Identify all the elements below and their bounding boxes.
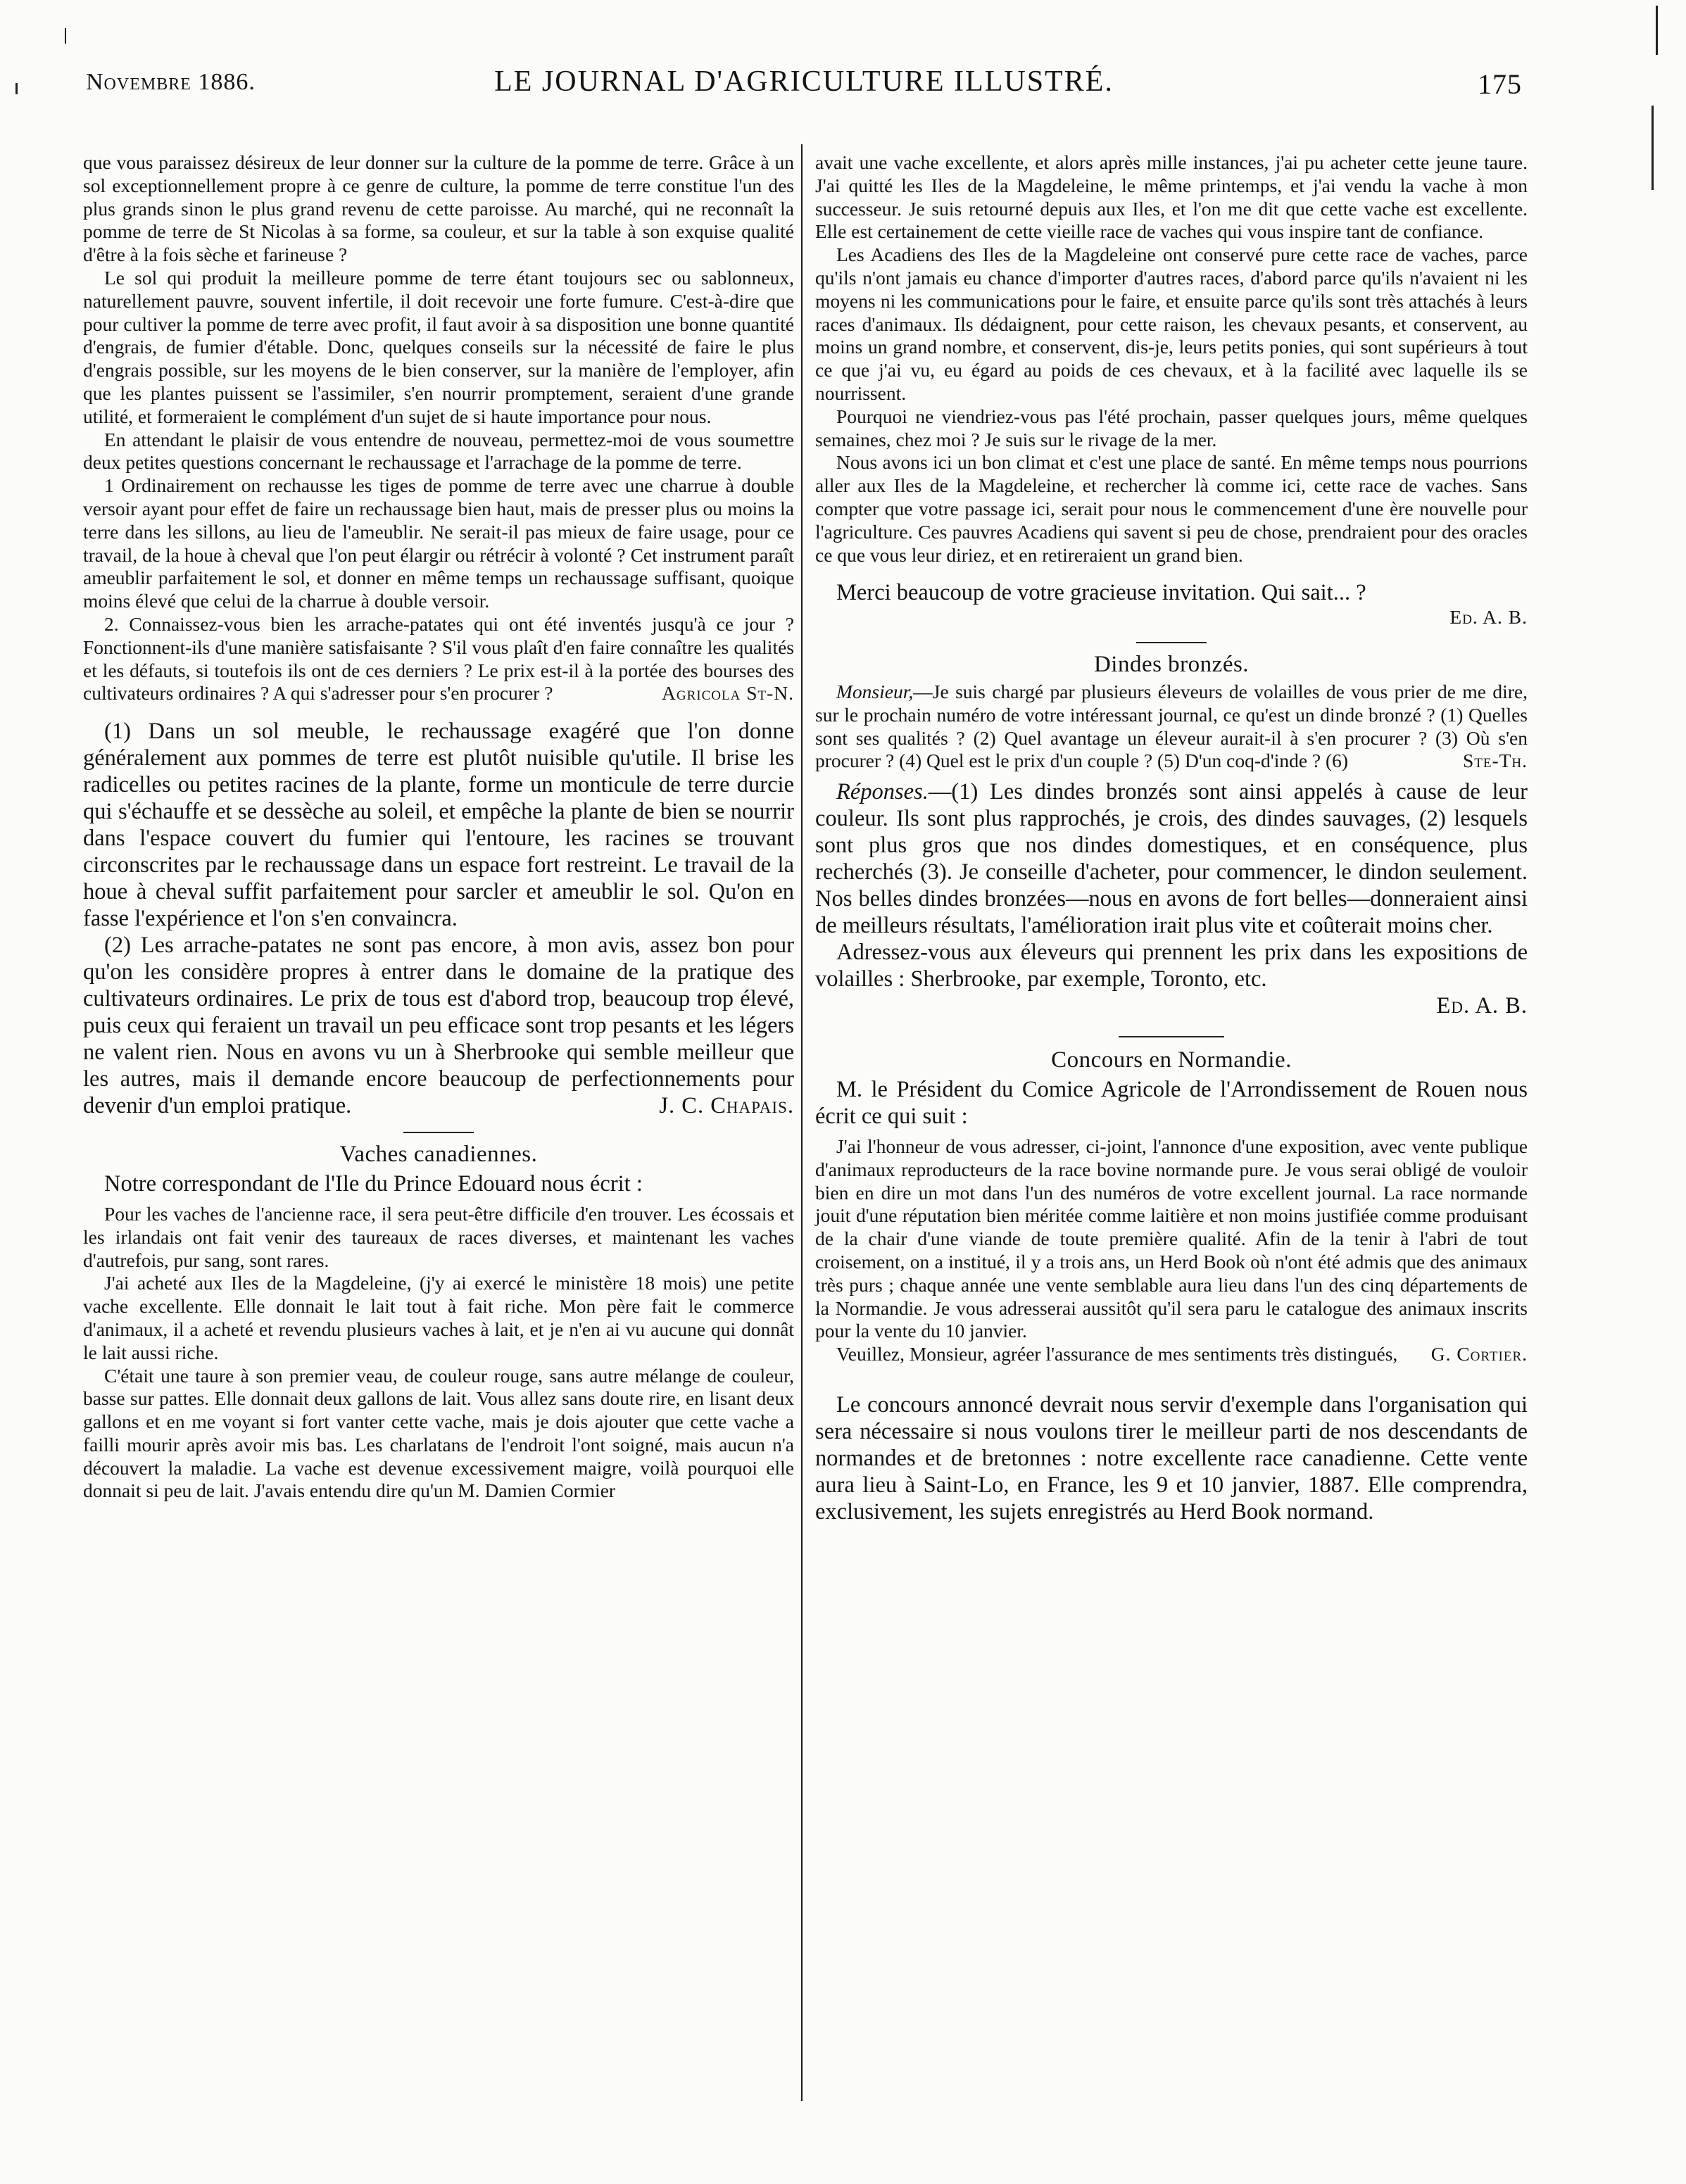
answer-paragraph bbox=[83, 932, 794, 1119]
editor-signature: Ed. A. B. bbox=[1449, 606, 1528, 629]
salutation: Monsieur, bbox=[836, 680, 914, 702]
answer-paragraph-text: (2) Les arrache-patates ne sont pas encore, à mon avis, assez bon pour qu'on les considère propres à entrer dans le domaine de la pratique des cultivateurs ordinaires. Le prix de tous est d'abord trop, beaucoup trop élevé, puis ceux qui feraient un travail un peu efficace sont trop pesants et les légers ne valent rien. Nous en avons vu un à Sherbrooke qui semble meilleur que les autres, mais il demande encore beaucoup de perfectionnements pour devenir d'un emploi pratique. bbox=[83, 933, 794, 1119]
editor-reply: Merci beaucoup de votre gracieuse invitation. Qui sait... ? bbox=[836, 580, 1366, 606]
concours-closing bbox=[815, 1343, 1528, 1366]
spacer bbox=[815, 1366, 1528, 1379]
spacer bbox=[83, 705, 794, 718]
concours-intro: M. le Président du Comice Agricole de l'Arrondissement de Rouen nous écrit ce qui suit : bbox=[815, 1076, 1528, 1129]
section-rule bbox=[403, 1132, 474, 1133]
spacer bbox=[815, 567, 1528, 579]
reponses-label: Réponses. bbox=[836, 779, 929, 805]
concours-letter: J'ai l'honneur de vous adresser, ci-joint, l'annonce d'une exposition, avec vente publique d'animaux reproducteurs de la race bovine normande pure. Je vous serai obligé de vouloir bien en dire un mot dans l'un des numéros de votre excellent journal. La race normande jouit d'une réputation bien méritée comme laitière et non moins justifiée comme produisant de la chair d'une viande de toute première qualité. Afin de la tenir à l'abri de tout croisement, on a institué, il y a trois ans, un Herd Book où n'ont été admis que des animaux très purs ; chaque année une vente semblable aura lieu dans l'un des cinq départements de la Normandie. Je vous adresserai aussitôt qu'il sera paru le catalogue des animaux inscrits pour la vente du 10 janvier. bbox=[815, 1135, 1528, 1342]
answers-block bbox=[83, 718, 794, 1119]
section-title-vaches: Vaches canadiennes. bbox=[339, 1142, 538, 1168]
letter-paragraph bbox=[83, 613, 794, 705]
spacer bbox=[815, 1379, 1528, 1391]
answers-signature: J. C. Chapais. bbox=[659, 1093, 794, 1119]
section-intro: Notre correspondant de l'Ile du Prince Edouard nous écrit : bbox=[104, 1170, 643, 1197]
closing-text: Veuillez, Monsieur, agréer l'assurance de mes sentiments très distingués, bbox=[836, 1343, 1398, 1365]
left-column bbox=[83, 151, 794, 1503]
dindes-reponses bbox=[815, 778, 1528, 939]
dindes-adressez: Adressez-vous aux éleveurs qui prennent les prix dans les expositions de volailles : Sherbrooke, par exemple, Toronto, etc. bbox=[815, 940, 1528, 992]
concours-comment: Le concours annoncé devrait nous servir d'exemple dans l'organisation qui sera nécessaire si nous voulons tirer le meilleur parti de nos descendants de normandes et de bretonnes : notre excellente race canadienne. Cette vente aura lieu à Saint-Lo, en France, les 9 et 10 janvier, 1887. Elle comprendra, exclusivement, les sujets enregistrés au Herd Book normand. bbox=[815, 1391, 1528, 1525]
dindes-letter bbox=[815, 681, 1528, 773]
letter-paragraph: En attendant le plaisir de vous entendre de nouveau, permettez-moi de vous soumettre deux petites questions concernant le rechaussage et l'arrachage de la pomme de terre. bbox=[83, 428, 794, 474]
spacer bbox=[815, 1130, 1528, 1135]
right-column bbox=[815, 151, 1528, 1525]
section-title-concours: Concours en Normandie. bbox=[1051, 1047, 1292, 1073]
scan-mark-right-2 bbox=[1652, 106, 1654, 190]
vaches-paragraph: avait une vache excellente, et alors après mille instances, j'ai pu acheter cette jeune taure. J'ai quitté les Iles de la Magdeleine, le même printemps, et j'ai vendu la vache à mon successeur. Je suis retourné depuis aux Iles, et l'on me dit que cette vache est excellente. Elle est certainement de cette vieille race de vaches qui vous inspire tant de confiance. bbox=[815, 151, 1528, 243]
page-number: 175 bbox=[1478, 68, 1522, 100]
section-rule bbox=[1136, 642, 1207, 643]
dindes-letter-text: —Je suis chargé par plusieurs éleveurs de volailles de vous prier de me dire, sur le prochain numéro de votre intéressant journal, ce qu'est un dinde bronzé ? (1) Quelles sont ses qualités ? (2) Quel avantage un éleveur aurait-il à s'en procurer ? (3) Où s'en procurer ? (4) Quel est le prix d'un couple ? (5) D'un coq-d'inde ? (6) bbox=[815, 680, 1528, 772]
vaches-paragraph: Nous avons ici un bon climat et c'est une place de santé. En même temps nous pourrions aller aux Iles de la Magdeleine, et rechercher là comme ici, cette race de vaches. Sans compter que votre passage ici, serait pour nous le commencement d'une ère nouvelle pour l'agriculture. Ces pauvres Acadiens qui savent si peu de chose, prendraient pour des oracles ce que vous leur diriez, et en retireraient un grand bien. bbox=[815, 451, 1528, 566]
vaches-paragraph: Les Acadiens des Iles de la Magdeleine ont conservé pure cette race de vaches, parce qu'ils n'ont jamais eu chance d'importer d'autres races, d'abord parce qu'ils n'avaient ni les moyens ni les communications pour le faire, et ensuite parce qu'ils sont très attachés à leurs races d'animaux. Ils dédaignent, pour cette raison, les chevaux pesants, et conservent, au moins un grand nombre, et conservent, dis-je, leurs petits ponies, qui sont supérieurs à tout ce que j'ai vu, eu égard au poids de ces chevaux, et à la facilité avec laquelle ils se nourrissent. bbox=[815, 244, 1528, 404]
letter-signature: Agricola St-N. bbox=[662, 682, 794, 705]
scan-mark-left bbox=[65, 28, 66, 44]
scan-mark-left-2 bbox=[15, 83, 18, 94]
reponses-text: —(1) Les dindes bronzés sont ainsi appelés à cause de leur couleur. Ils sont plus rapprochés, je crois, des dindes sauvages, (2) lesquels sont plus gros que nos dindes domestiques, et en conséquence, plus recherchés (3). Je conseille d'acheter, pour commencer, le dindon seulement. Nos belles dindes bronzées—nous en avons de fort belles—donneraient ainsi de meilleurs résultats, l'amélioration irait plus vite et coûterait moins cher. bbox=[815, 779, 1528, 939]
dindes-signature: Ed. A. B. bbox=[1436, 993, 1528, 1019]
section-rule bbox=[1119, 1036, 1224, 1037]
vaches-paragraph: J'ai acheté aux Iles de la Magdeleine, (j'y ai exercé le ministère 18 mois) une petite vache excellente. Elle donnait le lait tout à fait riche. Mon père fait le commerce d'animaux, il a acheté et revendu plusieurs vaches à lait, et je n'en ai vu aucune qui donnât le lait aussi riche. bbox=[83, 1272, 794, 1363]
spacer bbox=[83, 1197, 794, 1203]
vaches-paragraph: C'était une taure à son premier veau, de couleur rouge, sans autre mélange de couleur, basse sur pattes. Elle donnait deux gallons de lait. Vous allez sans doute rire, en lisant deux gallons et en me voyant si fort vanter cette vache, mais je dois ajouter que cette vache a failli mourir après avoir mis bas. Les charlatans de l'endroit l'ont soigné, mais aucun n'a découvert la maladie. La vache est devenue excessivement maigre, voilà pourquoi elle donnait si peu de lait. J'avais entendu dire qu'un M. Damien Cormier bbox=[83, 1364, 794, 1502]
letter-paragraph: 1 Ordinairement on rechausse les tiges de pomme de terre avec une charrue à double versoir ayant pour effet de faire un rechaussage bien haut, mais de presser plus ou moins la terre dans les sillons, au lieu de l'ameublir. Ne serait-il pas mieux de faire usage, pour ce travail, de la houe à cheval que l'on peut élargir ou rétrécir à volonté ? Cet instrument paraît ameublir parfaitement le sol, et donner en même temps un rechaussage suffisant, quoique moins élevé que celui de la charrue à double versoir. bbox=[83, 474, 794, 612]
scan-mark-right bbox=[1656, 6, 1658, 55]
vaches-paragraph: Pour les vaches de l'ancienne race, il sera peut-être difficile d'en trouver. Les écossais et les irlandais ont fait venir des taureaux de races diverses, et maintenant les vaches d'autrefois, pur sang, sont rares. bbox=[83, 1202, 794, 1271]
page-header bbox=[86, 62, 1522, 107]
dindes-answers bbox=[815, 778, 1528, 1019]
dindes-letter-signature: Ste-Th. bbox=[1462, 750, 1528, 772]
spacer bbox=[815, 773, 1528, 778]
answer-paragraph: (1) Dans un sol meuble, le rechaussage exagéré que l'on donne généralement aux pommes de terre est plutôt nuisible qu'utile. Il brise les radicelles ou petites racines de la plante, forme un monticule de terre durcie qui s'échauffe et se dessèche au soleil, et empêche la plante de bien se nourrir dans l'espace couvert du fumier qui l'entoure, les racines se trouvant circonscrites par le rechaussage dans un espace fort restreint. Le travail de la houe à cheval suffit parfaitement pour sarcler et ameublir le sol. Qu'on en fasse l'expérience et l'on s'en convaincra. bbox=[83, 719, 794, 932]
closing-signature: G. Cortier. bbox=[1430, 1343, 1528, 1365]
column-divider bbox=[801, 144, 803, 2101]
section-title-dindes: Dindes bronzés. bbox=[1093, 652, 1250, 678]
vaches-paragraph: Pourquoi ne viendriez-vous pas l'été prochain, passer quelques jours, même quelques semaines, chez moi ? Je suis sur le rivage de la mer. bbox=[815, 405, 1528, 450]
letter-paragraph: que vous paraissez désireux de leur donner sur la culture de la pomme de terre. Grâce à un sol exceptionnellement propre à ce genre de culture, la pomme de terre constitue l'un des plus grands sinon le plus grand revenu de cette paroisse. Au marché, qui ne reconnaît la pomme de terre de St Nicolas à sa forme, sa couleur, et sur la table à son exquise qualité d'être à la fois sèche et farineuse ? bbox=[83, 151, 794, 266]
issue-date: Novembre 1886. bbox=[86, 69, 256, 95]
journal-title: LE JOURNAL D'AGRICULTURE ILLUSTRÉ. bbox=[494, 65, 1114, 98]
letter-paragraph-text: 2. Connaissez-vous bien les arrache-patates qui ont été inventés jusqu'à ce jour ? Fonctionnent-ils d'une manière satisfaisante ? S'il vous plaît d'en faire connaître les qualités et les défauts, si toutefois ils ont de ces derniers ? Le prix est-il à la portée des bourses des cultivateurs ordinaires ? A qui s'adresser pour s'en procurer ? bbox=[83, 612, 794, 705]
letter-paragraph: Le sol qui produit la meilleure pomme de terre étant toujours sec ou sablonneux, naturellement pauvre, souvent infertile, il doit recevoir une forte fumure. C'est-à-dire que pour cultiver la pomme de terre avec profit, il faut avoir à sa disposition une bonne quantité d'engrais, de fumier d'étable. Donc, quelques conseils sur la nécessité de faire le plus d'engrais possible, sur les moyens de le bien conserver, sur la manière de l'employer, afin que les plantes puissent se l'assimiler, s'en nourrir promptement, seraient d'une grande utilité, et formeraient le complément d'un sujet de si haute importance pour nous. bbox=[83, 266, 794, 427]
